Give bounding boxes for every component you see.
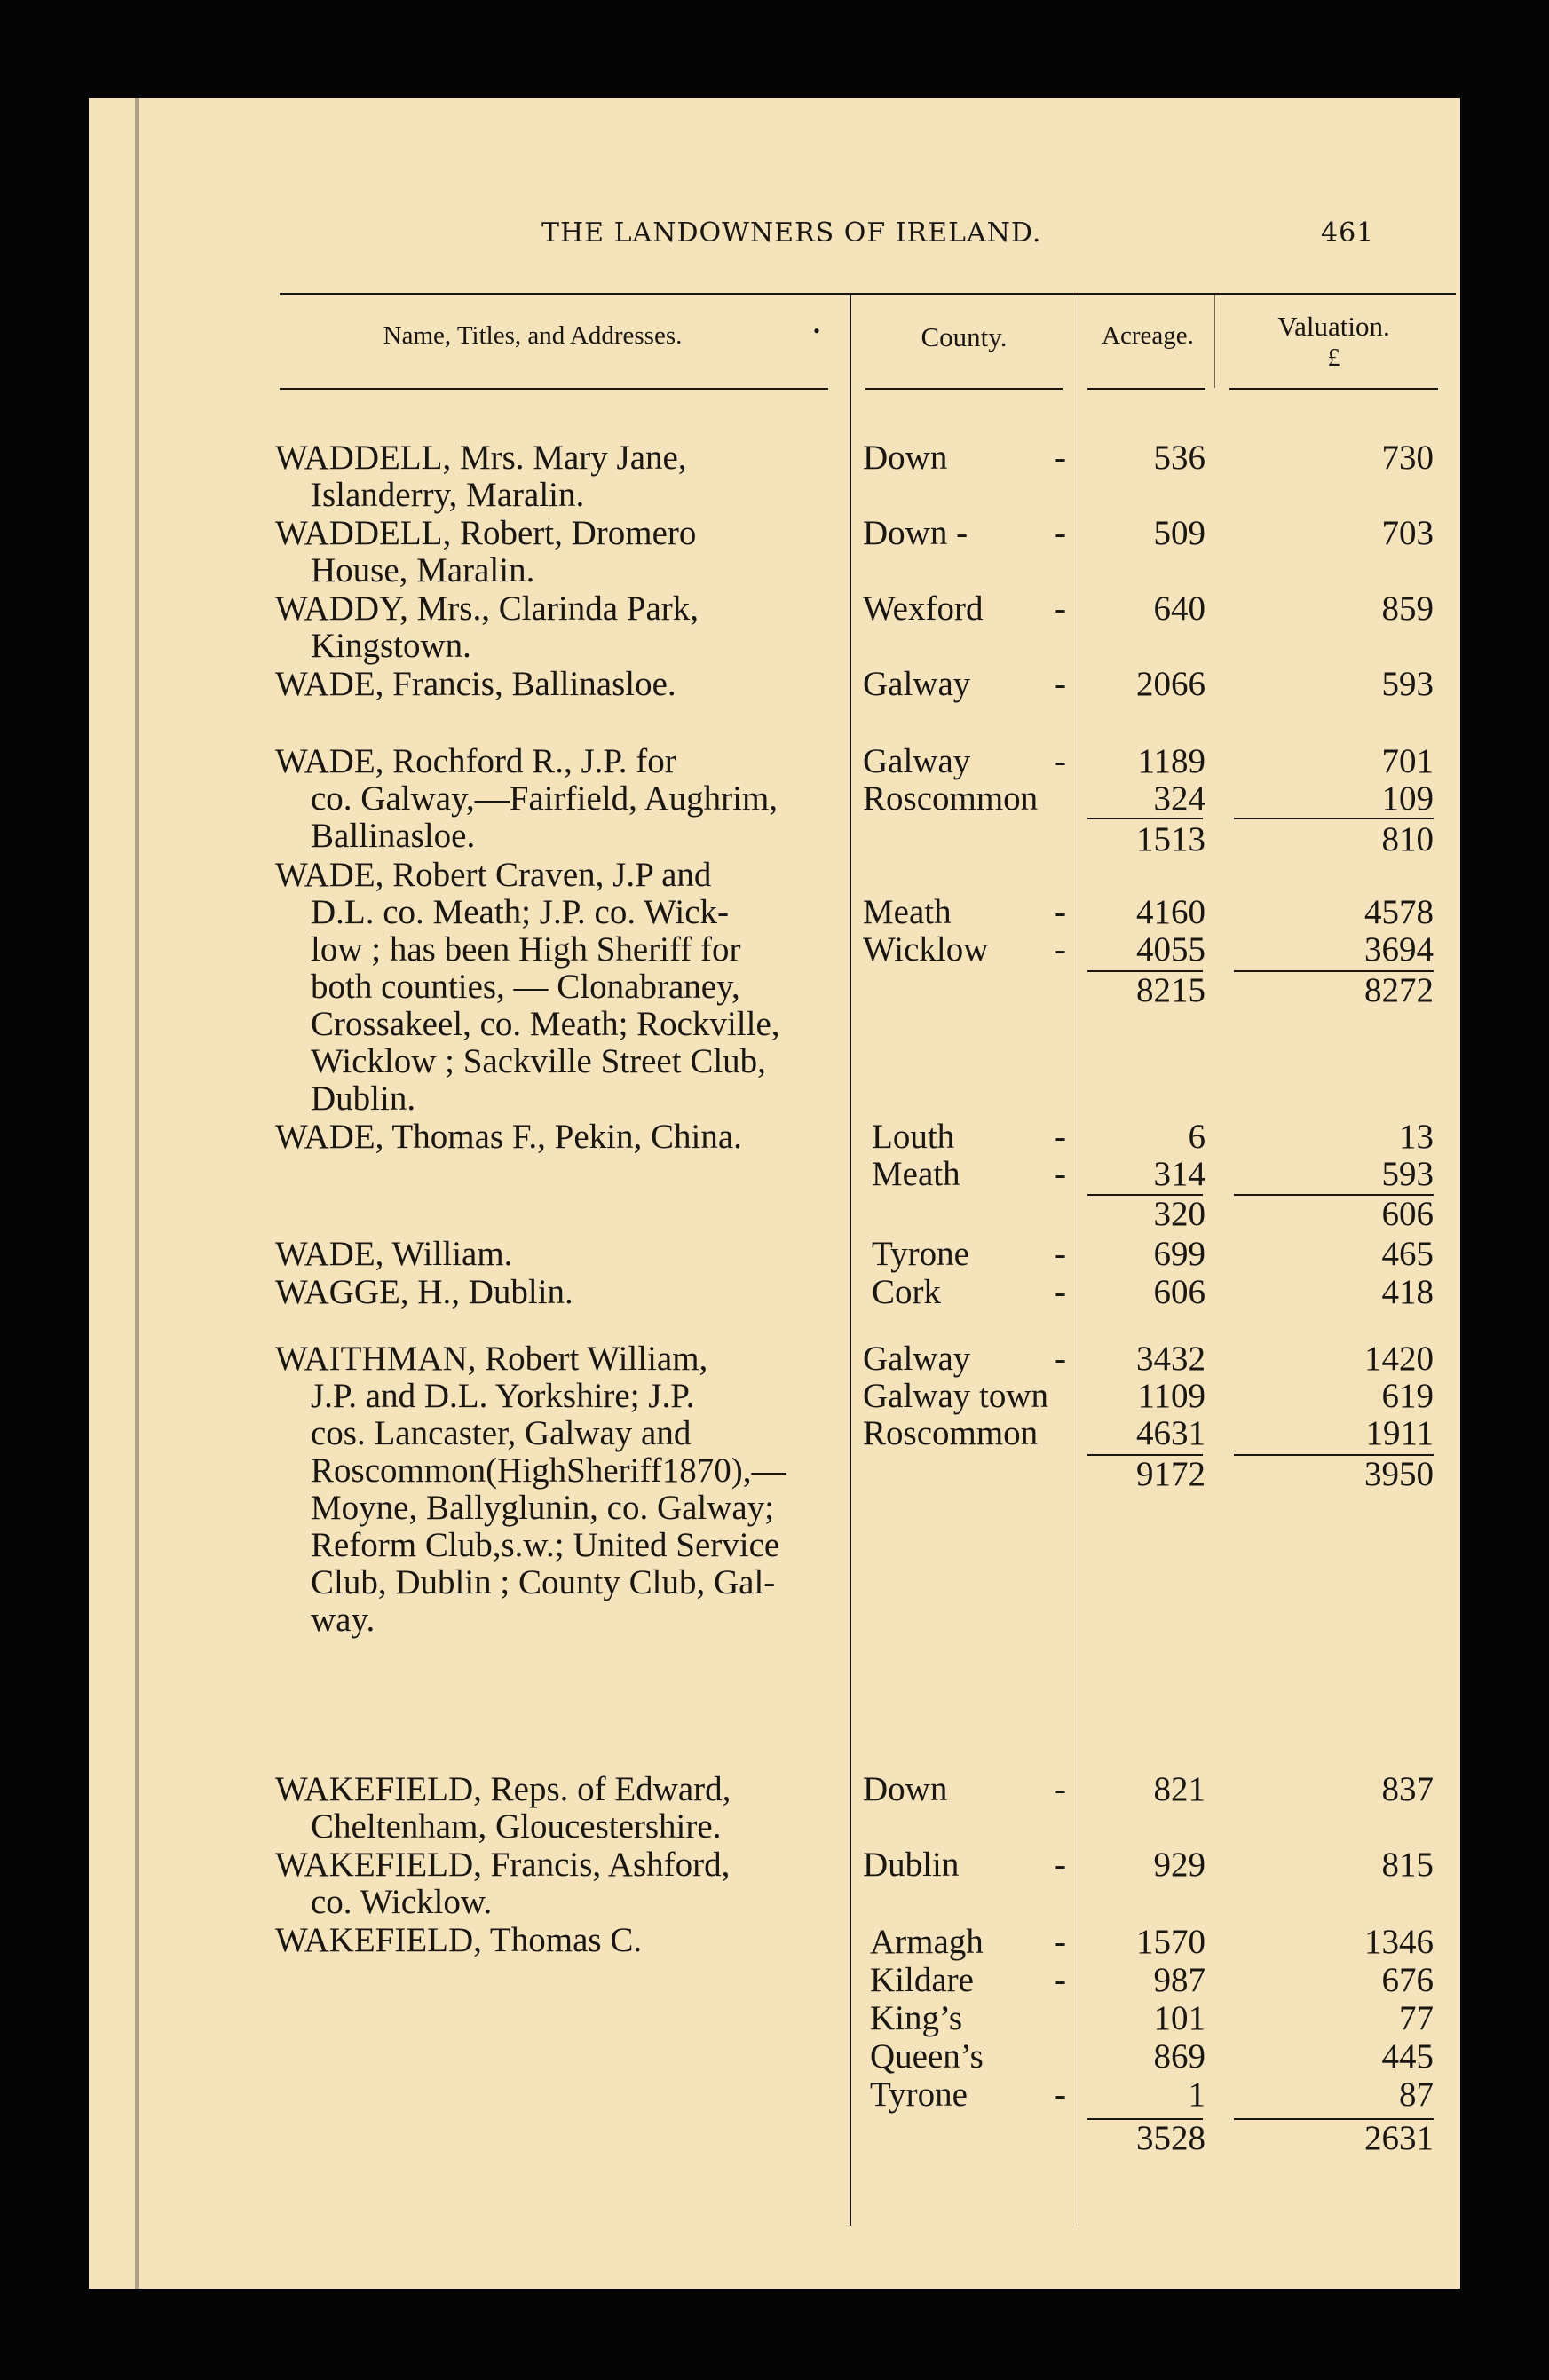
county-cell: Cork: [872, 1273, 941, 1311]
column-heading-acreage: Acreage.: [1102, 321, 1194, 350]
header-underline-county: [865, 388, 1063, 390]
landowner-name-line: WAKEFIELD, Thomas C.: [275, 1921, 643, 1959]
valuation-cell: 815: [1381, 1846, 1434, 1884]
county-cell: Down -: [863, 514, 968, 552]
acreage-cell: 314: [1153, 1155, 1205, 1193]
county-cell: Meath: [863, 893, 952, 931]
county-cell: Roscommon: [863, 779, 1039, 818]
acreage-cell: 101: [1153, 1999, 1205, 2037]
column-heading-name-bullet: •: [813, 320, 820, 342]
landowner-address-line: co. Wicklow.: [311, 1883, 493, 1921]
valuation-cell: 87: [1399, 2076, 1434, 2114]
landowner-address-line: both counties, — Clonabraney,: [311, 968, 740, 1006]
valuation-cell: 730: [1381, 439, 1434, 477]
county-cell: Armagh: [870, 1923, 984, 1961]
county-cell: Queen’s: [870, 2037, 984, 2076]
column-divider-valuation: [1214, 295, 1215, 388]
valuation-cell: 77: [1399, 1999, 1434, 2037]
valuation-cell: 859: [1381, 589, 1434, 628]
acreage-cell: 640: [1153, 589, 1205, 628]
county-cell: Kildare: [870, 1961, 974, 1999]
leader-dash: -: [1055, 742, 1066, 780]
acreage-cell: 869: [1153, 2037, 1205, 2076]
acreage-cell: 1189: [1137, 742, 1205, 780]
acreage-cell: 929: [1153, 1846, 1205, 1884]
landowner-address-line: Islanderry, Maralin.: [311, 476, 585, 514]
valuation-cell: 676: [1381, 1961, 1434, 1999]
county-cell: King’s: [870, 1999, 963, 2037]
valuation-total: 8272: [1364, 971, 1434, 1009]
acreage-cell: 536: [1153, 439, 1205, 477]
header-underline-valuation: [1229, 388, 1438, 390]
column-heading-valuation: Valuation.: [1277, 311, 1390, 342]
landowner-name-line: WADE, Francis, Ballinasloe.: [275, 665, 676, 703]
landowner-name-line: WADDY, Mrs., Clarinda Park,: [275, 589, 699, 628]
acreage-cell: 6: [1188, 1118, 1205, 1156]
landowner-address-line: Club, Dublin ; County Club, Gal-: [311, 1563, 776, 1601]
valuation-cell: 593: [1381, 665, 1434, 703]
valuation-total: 3950: [1364, 1455, 1434, 1493]
landowner-address-line: co. Galway,—Fairfield, Aughrim,: [311, 779, 778, 818]
landowner-name-line: WADDELL, Mrs. Mary Jane,: [275, 439, 687, 477]
acreage-cell: 509: [1153, 514, 1205, 552]
landowner-address-line: Ballinasloe.: [311, 817, 476, 855]
acreage-total: 9172: [1136, 1455, 1205, 1493]
acreage-cell: 4631: [1136, 1414, 1205, 1452]
county-cell: Tyrone: [872, 1235, 969, 1273]
valuation-cell: 703: [1381, 514, 1434, 552]
acreage-cell: 1: [1188, 2076, 1205, 2114]
page-edge-shadow: [135, 98, 139, 2289]
county-cell: Galway town: [863, 1377, 1049, 1415]
valuation-cell: 837: [1381, 1770, 1434, 1808]
leader-dash: -: [1055, 1273, 1066, 1311]
leader-dash: -: [1055, 1961, 1066, 1999]
column-heading-county: County.: [921, 321, 1008, 352]
acreage-cell: 1109: [1137, 1377, 1205, 1415]
landowner-address-line: Roscommon(HighSheriff1870),—: [311, 1451, 786, 1490]
acreage-cell: 324: [1153, 779, 1205, 818]
valuation-total: 810: [1381, 820, 1434, 858]
landowner-address-line: Cheltenham, Gloucestershire.: [311, 1807, 722, 1846]
landowner-address-line: Reform Club,s.w.; United Service: [311, 1526, 780, 1564]
acreage-total-rule: [1087, 818, 1203, 819]
landowner-address-line: Moyne, Ballyglunin, co. Galway;: [311, 1489, 775, 1527]
valuation-cell: 1911: [1365, 1414, 1434, 1452]
landowner-name-line: WADE, Robert Craven, J.P and: [275, 856, 712, 894]
county-cell: Galway: [863, 1340, 971, 1378]
acreage-cell: 3432: [1136, 1340, 1205, 1378]
valuation-cell: 465: [1381, 1235, 1434, 1273]
landowner-name-line: WAITHMAN, Robert William,: [275, 1340, 708, 1378]
landowner-name-line: WADE, Thomas F., Pekin, China.: [275, 1118, 742, 1156]
landowner-name-line: WAGGE, H., Dublin.: [275, 1273, 573, 1311]
landowner-address-line: D.L. co. Meath; J.P. co. Wick-: [311, 893, 730, 931]
leader-dash: -: [1055, 1340, 1066, 1378]
leader-dash: -: [1055, 893, 1066, 931]
valuation-total: 2631: [1364, 2119, 1434, 2157]
landowner-address-line: low ; has been High Sheriff for: [311, 930, 741, 969]
valuation-total: 606: [1381, 1195, 1434, 1233]
running-head-title: THE LANDOWNERS OF IRELAND.: [541, 217, 1042, 249]
column-heading-name: Name, Titles, and Addresses.: [383, 321, 683, 350]
valuation-cell: 418: [1381, 1273, 1434, 1311]
valuation-cell: 619: [1381, 1377, 1434, 1415]
acreage-cell: 2066: [1136, 665, 1205, 703]
acreage-total: 3528: [1136, 2119, 1205, 2157]
leader-dash: -: [1055, 439, 1066, 477]
leader-dash: -: [1055, 1118, 1066, 1156]
landowner-name-line: WADE, Rochford R., J.P. for: [275, 742, 676, 780]
acreage-cell: 699: [1153, 1235, 1205, 1273]
column-heading-valuation-unit: £: [1327, 344, 1340, 372]
column-divider-county: [850, 295, 851, 2226]
leader-dash: -: [1055, 665, 1066, 703]
landowner-address-line: Crossakeel, co. Meath; Rockville,: [311, 1005, 780, 1043]
acreage-total: 8215: [1136, 971, 1205, 1009]
landowner-address-line: J.P. and D.L. Yorkshire; J.P.: [311, 1377, 695, 1415]
landowner-name-line: WADE, William.: [275, 1235, 513, 1273]
leader-dash: -: [1055, 2076, 1066, 2114]
acreage-total: 1513: [1136, 820, 1205, 858]
valuation-cell: 1420: [1364, 1340, 1434, 1378]
landowner-address-line: way.: [311, 1601, 375, 1639]
landowner-address-line: cos. Lancaster, Galway and: [311, 1414, 692, 1452]
valuation-cell: 701: [1381, 742, 1434, 780]
acreage-total: 320: [1153, 1195, 1205, 1233]
acreage-cell: 821: [1153, 1770, 1205, 1808]
leader-dash: -: [1055, 930, 1066, 969]
landowner-name-line: WAKEFIELD, Francis, Ashford,: [275, 1846, 731, 1884]
leader-dash: -: [1055, 589, 1066, 628]
county-cell: Roscommon: [863, 1414, 1039, 1452]
county-cell: Meath: [872, 1155, 960, 1193]
valuation-cell: 13: [1399, 1118, 1434, 1156]
leader-dash: -: [1055, 1155, 1066, 1193]
landowner-address-line: Dublin.: [311, 1079, 416, 1118]
leader-dash: -: [1055, 1235, 1066, 1273]
acreage-cell: 606: [1153, 1273, 1205, 1311]
county-cell: Down: [863, 1770, 948, 1808]
acreage-cell: 4160: [1136, 893, 1205, 931]
top-rule: [280, 293, 1456, 295]
county-cell: Louth: [872, 1118, 955, 1156]
county-cell: Tyrone: [870, 2076, 968, 2114]
valuation-cell: 593: [1381, 1155, 1434, 1193]
acreage-cell: 987: [1153, 1961, 1205, 1999]
valuation-cell: 4578: [1364, 893, 1434, 931]
landowner-name-line: WAKEFIELD, Reps. of Edward,: [275, 1770, 731, 1808]
valuation-cell: 109: [1381, 779, 1434, 818]
county-cell: Wicklow: [863, 930, 989, 969]
valuation-total-rule: [1234, 818, 1434, 819]
header-underline-name: [280, 388, 828, 390]
valuation-cell: 445: [1381, 2037, 1434, 2076]
landowner-address-line: Wicklow ; Sackville Street Club,: [311, 1042, 766, 1080]
valuation-cell: 1346: [1364, 1923, 1434, 1961]
county-cell: Down: [863, 439, 948, 477]
leader-dash: -: [1055, 514, 1066, 552]
county-cell: Wexford: [863, 589, 984, 628]
county-cell: Galway: [863, 665, 971, 703]
county-cell: Dublin: [863, 1846, 960, 1884]
valuation-cell: 3694: [1364, 930, 1434, 969]
acreage-cell: 1570: [1136, 1923, 1205, 1961]
acreage-cell: 4055: [1136, 930, 1205, 969]
book-page: [89, 98, 1460, 2289]
page-number: 461: [1321, 217, 1375, 249]
landowner-address-line: Kingstown.: [311, 627, 471, 665]
leader-dash: -: [1055, 1846, 1066, 1884]
leader-dash: -: [1055, 1923, 1066, 1961]
header-underline-acreage: [1087, 388, 1205, 390]
landowner-address-line: House, Maralin.: [311, 551, 535, 589]
county-cell: Galway: [863, 742, 971, 780]
leader-dash: -: [1055, 1770, 1066, 1808]
landowner-name-line: WADDELL, Robert, Dromero: [275, 514, 697, 552]
